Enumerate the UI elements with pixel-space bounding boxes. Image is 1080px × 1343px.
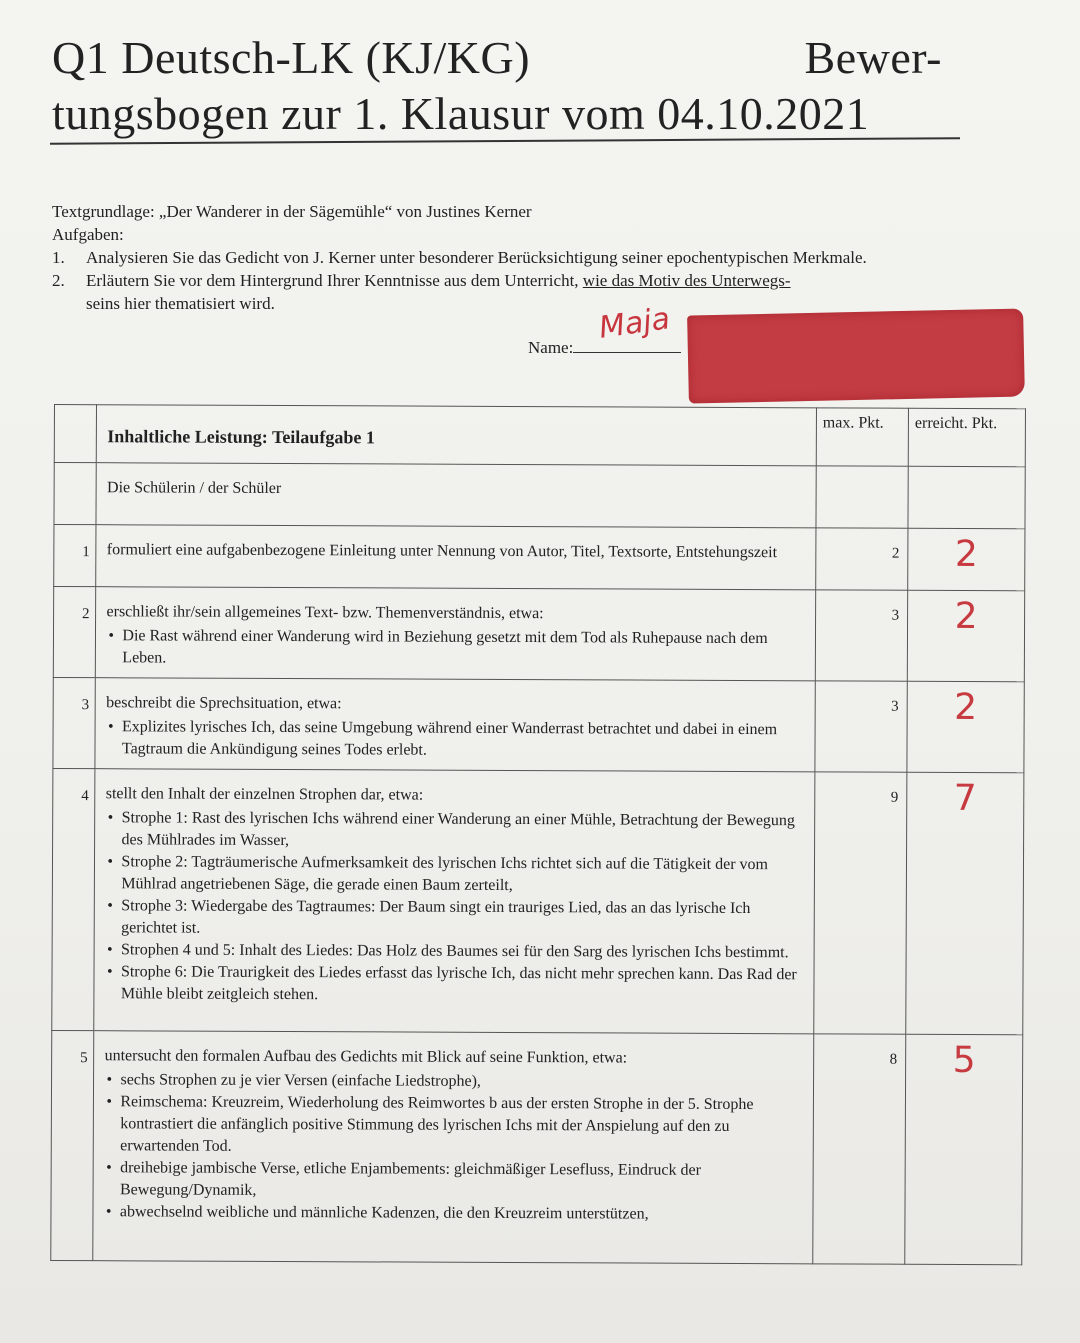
aufgaben-label: Aufgaben: <box>52 225 124 244</box>
table-row <box>53 587 1024 682</box>
table-row <box>53 677 1024 772</box>
bullet-item: • Strophe 6: Die Traurigkeit des Liedes erfasst das lyrische Ich, das nicht mehr sprechen kann. Das Rad der Mühle bleibt zeitgleich stehen. <box>105 961 802 1008</box>
name-line <box>573 301 681 353</box>
table-row <box>54 525 1025 591</box>
bullet-item: • Strophe 1: Rast des lyrischen Ichs während einer Wanderung an einer Mühle, Betrachtung der Bewegung des Mühlrades im Wasser, <box>105 807 802 854</box>
row-bullets <box>106 716 803 763</box>
table-cell-empty <box>54 405 97 463</box>
task-item-text-a: Erläutern Sie vor dem Hintergrund Ihrer Kenntnisse aus dem Unterricht, <box>86 271 583 290</box>
bullet-item: • Reimschema: Kreuzreim, Wiederholung des Reimwortes b aus der ersten Strophe in der 5. Strophe kontrastiert die anfänglich positive Stimmung des lyrischen Ichs mit der Anspielung auf den zu erwartenden Tod. <box>104 1091 801 1160</box>
table-cell-empty <box>54 463 97 525</box>
bullet-item: • Strophe 3: Wiedergabe des Tagtraumes: Der Baum singt ein trauriges Lied, das an das lyrische Ich gerichtet ist. <box>105 895 802 942</box>
table-head-title <box>97 405 817 466</box>
task-item-text-b: wie das Motiv des Unterwegs- <box>582 271 791 290</box>
redaction-mark <box>687 308 1025 403</box>
row-achieved-points <box>908 528 1025 591</box>
table-row <box>51 1030 1023 1264</box>
table-header-row <box>54 405 1025 467</box>
row-text: formuliert eine aufgabenbezogene Einleitung unter Nennung von Autor, Titel, Textsorte, Entstehungszeit <box>106 541 778 562</box>
handwritten-score: 7 <box>953 777 977 820</box>
rating-table <box>50 404 1026 1265</box>
head-title-text: Inhaltliche Leistung: Teilaufgabe 1 <box>107 426 375 448</box>
name-label: Name: <box>528 338 574 357</box>
row-description <box>93 1031 813 1264</box>
row-number: 4 <box>52 768 96 1030</box>
name-row <box>528 301 681 358</box>
task-item-text <box>86 269 952 315</box>
task-item-text-c: seins hier thematisiert wird. <box>86 294 275 313</box>
row-achieved-points <box>907 590 1024 682</box>
row-max-points: 2 <box>816 528 908 590</box>
bullet-item: • Die Rast während einer Wanderung wird in Beziehung gesetzt mit dem Tod als Ruhepause nach dem Leben. <box>106 625 803 672</box>
table-cell-empty <box>816 466 908 528</box>
row-achieved-points <box>905 1034 1023 1265</box>
row-max-points: 9 <box>814 772 907 1034</box>
table-cell-empty <box>908 466 1025 529</box>
row-text: erschließt ihr/sein allgemeines Text- bzw. Themenverständnis, etwa: <box>106 603 544 623</box>
row-max-points: 8 <box>813 1034 906 1264</box>
row-description <box>96 587 816 681</box>
row-number: 3 <box>53 677 96 768</box>
bullet-item: • Explizites lyrisches Ich, das seine Umgebung während einer Wanderrast betrachtet und dabei in einem Tagtraum die Ankündigung seines Todes erlebt. <box>106 716 803 763</box>
handwritten-score: 2 <box>954 595 978 638</box>
task-item-num: 1. <box>52 248 65 267</box>
table-row <box>52 768 1024 1034</box>
bullet-item: • dreihebige jambische Verse, etliche Enjambements: gleichmäßiger Lesefluss, Eindruck der Bewegung/Dynamik, <box>104 1157 801 1204</box>
bullet-item: • Strophe 2: Tagträumerische Aufmerksamkeit des lyrischen Ichs richtet sich auf die Tätigkeit der vom Mühlrad angetriebenen Säge, die gerade einen Baum zerteilt, <box>105 851 802 898</box>
table-head-max: max. Pkt. <box>816 408 908 466</box>
row-number: 1 <box>54 525 97 587</box>
task-block <box>52 200 952 315</box>
row-text: stellt den Inhalt der einzelnen Strophen dar, etwa: <box>105 785 424 804</box>
subject-text: Die Schülerin / der Schüler <box>96 463 816 528</box>
task-item-1 <box>52 246 952 269</box>
row-achieved-points <box>906 772 1024 1035</box>
handwritten-score: 2 <box>954 533 978 576</box>
task-item-text: Analysieren Sie das Gedicht von J. Kerner unter besonderer Berücksichtigung seiner epochentypischen Merkmale. <box>86 248 867 267</box>
handwritten-score: 5 <box>952 1039 976 1082</box>
bullet-item: • sechs Strophen zu je vier Versen (einfache Liedstrophe), <box>104 1069 801 1094</box>
title-line2: tungsbogen zur 1. Klausur vom 04.10.2021 <box>52 88 870 139</box>
row-max-points: 3 <box>815 590 908 681</box>
row-number: 2 <box>53 587 96 678</box>
row-description <box>94 769 815 1034</box>
row-bullets <box>104 1069 801 1226</box>
task-item-2 <box>52 269 952 315</box>
row-number: 5 <box>51 1030 94 1260</box>
title-course: Q1 Deutsch-LK (KJ/KG) <box>52 32 531 83</box>
row-description <box>95 678 815 772</box>
row-achieved-points <box>907 681 1024 773</box>
row-max-points: 3 <box>815 681 908 772</box>
student-name: Maja <box>597 301 673 346</box>
handwritten-score: 2 <box>954 686 978 729</box>
row-bullets <box>105 807 802 1008</box>
row-bullets <box>106 625 803 672</box>
bullet-item: • Strophen 4 und 5: Inhalt des Liedes: Das Holz des Baumes sei für den Sarg des lyrischen Ichs bestimmt. <box>105 939 802 964</box>
textgrundlage: Textgrundlage: „Der Wanderer in der Sägemühle“ von Justines Kerner <box>52 202 532 221</box>
title-bewer: Bewer- <box>804 32 942 83</box>
bullet-item: • abwechselnd weibliche und männliche Kadenzen, die den Kreuzreim unterstützen, <box>104 1201 801 1226</box>
row-description <box>96 525 816 590</box>
table-head-got: erreicht. Pkt. <box>908 408 1025 467</box>
row-text: untersucht den formalen Aufbau des Gedichts mit Blick auf seine Funktion, etwa: <box>104 1047 628 1067</box>
page-title <box>52 30 962 142</box>
task-item-num: 2. <box>52 271 65 290</box>
table-subject-row <box>54 463 1025 529</box>
row-text: beschreibt die Sprechsituation, etwa: <box>106 694 342 713</box>
